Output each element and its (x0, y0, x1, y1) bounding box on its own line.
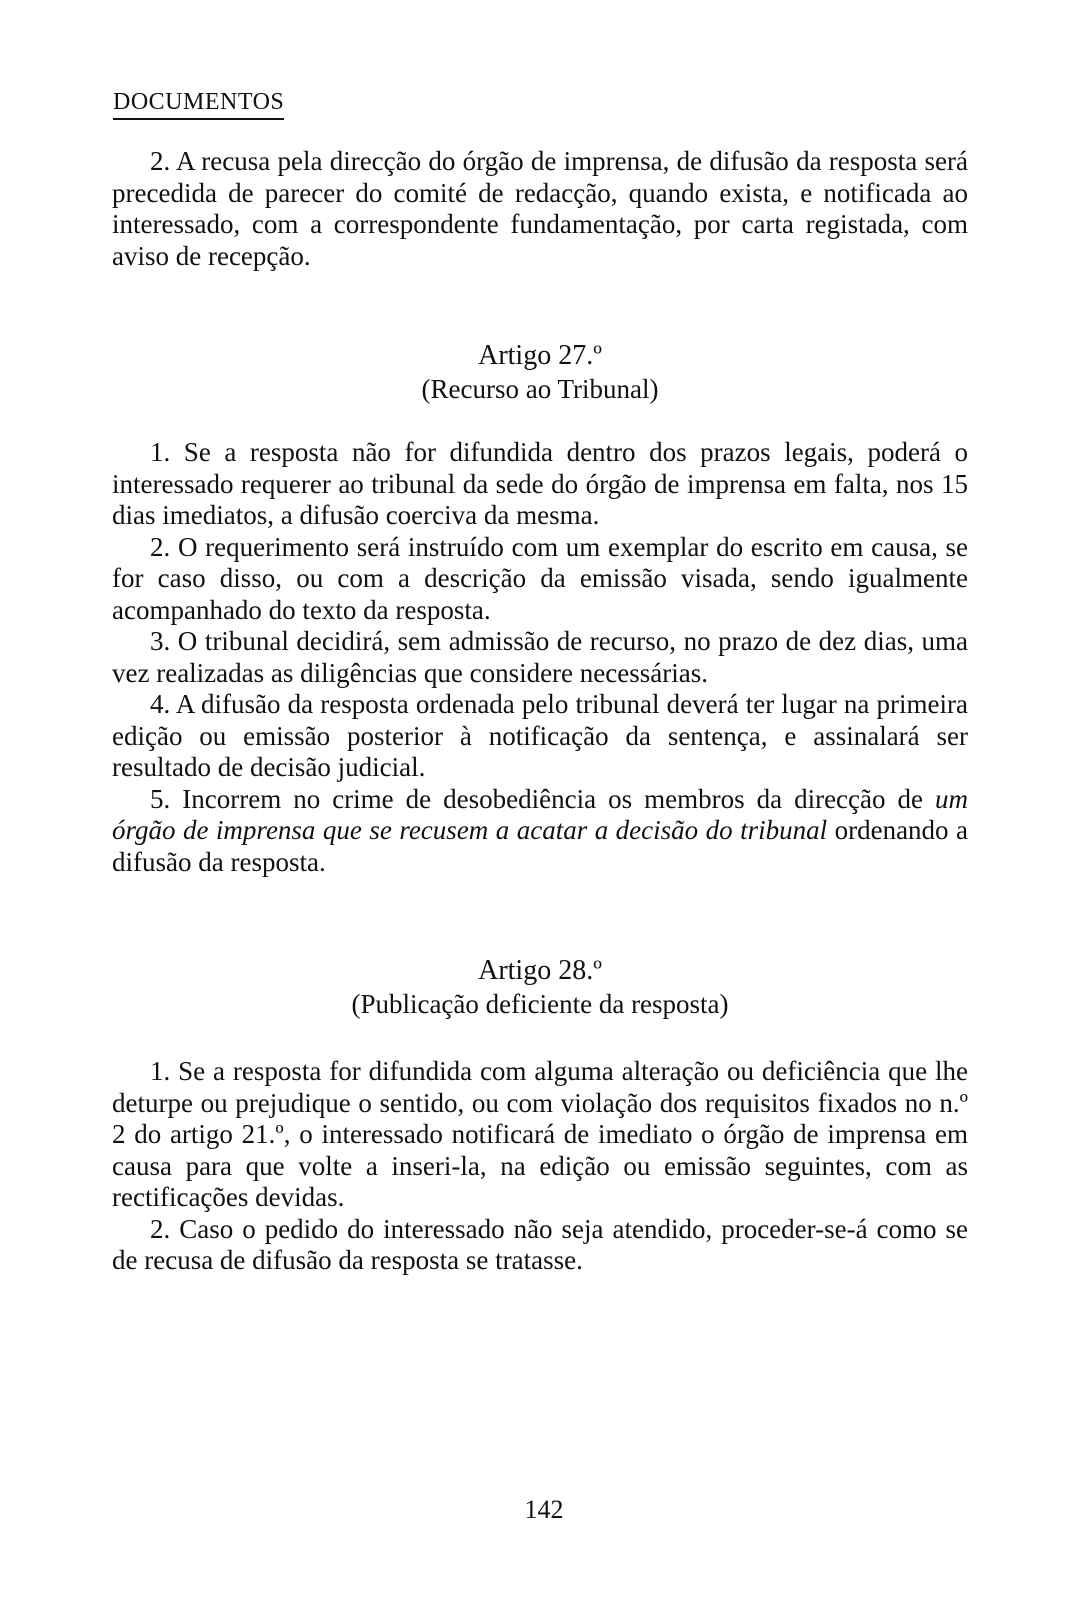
article-27-paragraph-3: 3. O tribunal decidirá, sem admissão de recurso, no prazo de dez dias, uma vez realizadas as diligências que considere necessárias. (112, 626, 968, 688)
article-27-body (112, 437, 968, 878)
article-28-body (112, 1056, 968, 1277)
article-27-paragraph-4: 4. A difusão da resposta ordenada pelo tribunal deverá ter lugar na primeira edição ou emissão posterior à notificação da sentença, e assinalará ser resultado de decisão judicial. (112, 689, 968, 782)
intro-section (112, 146, 968, 272)
article-28-paragraph-2: 2. Caso o pedido do interessado não seja atendido, proceder-se-á como se de recusa de difusão da resposta se tratasse. (112, 1213, 968, 1275)
article-27-paragraph-5 (112, 784, 968, 879)
article-27-paragraph-5-line-c: ordenando a difusão da resposta. (112, 815, 969, 877)
article-27-paragraph-1: 1. Se a resposta não for difundida dentro dos prazos legais, poderá o interessado requerer ao tribunal da sede do órgão de imprensa em falta, nos 15 dias imediatos, a difusão coerciva da mesma. (112, 437, 968, 530)
article-27-paragraph-5-line-a: 5. Incorrem no crime de desobediência os membros da direcção de (150, 783, 923, 814)
article-27-paragraph-5-line-b: um órgão de imprensa que se recusem a acatar a decisão do tribunal (112, 783, 969, 845)
article-28-title: Artigo 28.º (478, 955, 602, 986)
article-27-paragraph-2: 2. O requerimento será instruído com um exemplar do escrito em causa, se for caso disso, ou com a descrição da emissão visada, sendo igualmente acompanhado do texto da resposta. (112, 531, 968, 625)
article-28-paragraph-1: 1. Se a resposta for difundida com alguma alteração ou deficiência que lhe deturpe ou prejudique o sentido, ou com violação dos requisitos fixados no n.º 2 do artigo 21.º, o interessado notificará de imediato o órgão de imprensa em causa para que volte a inseri-la, na edição ou emissão seguintes, com as rectificações devidas. (112, 1056, 968, 1212)
article-27-title: Artigo 27.º (478, 340, 602, 371)
intro-paragraph-2: 2. A recusa pela direcção do órgão de imprensa, de difusão da resposta será precedida de parecer do comité de redacção, quando exista, e notificada ao interessado, com a correspondente fundamentação, por carta registada, com aviso de recepção. (112, 146, 968, 271)
article-28-subtitle: (Publicação deficiente da resposta) (351, 989, 729, 1019)
running-head: DOCUMENTOS (113, 88, 284, 120)
article-27-subtitle: (Recurso ao Tribunal) (421, 374, 659, 404)
page-number: 142 (524, 1495, 564, 1524)
